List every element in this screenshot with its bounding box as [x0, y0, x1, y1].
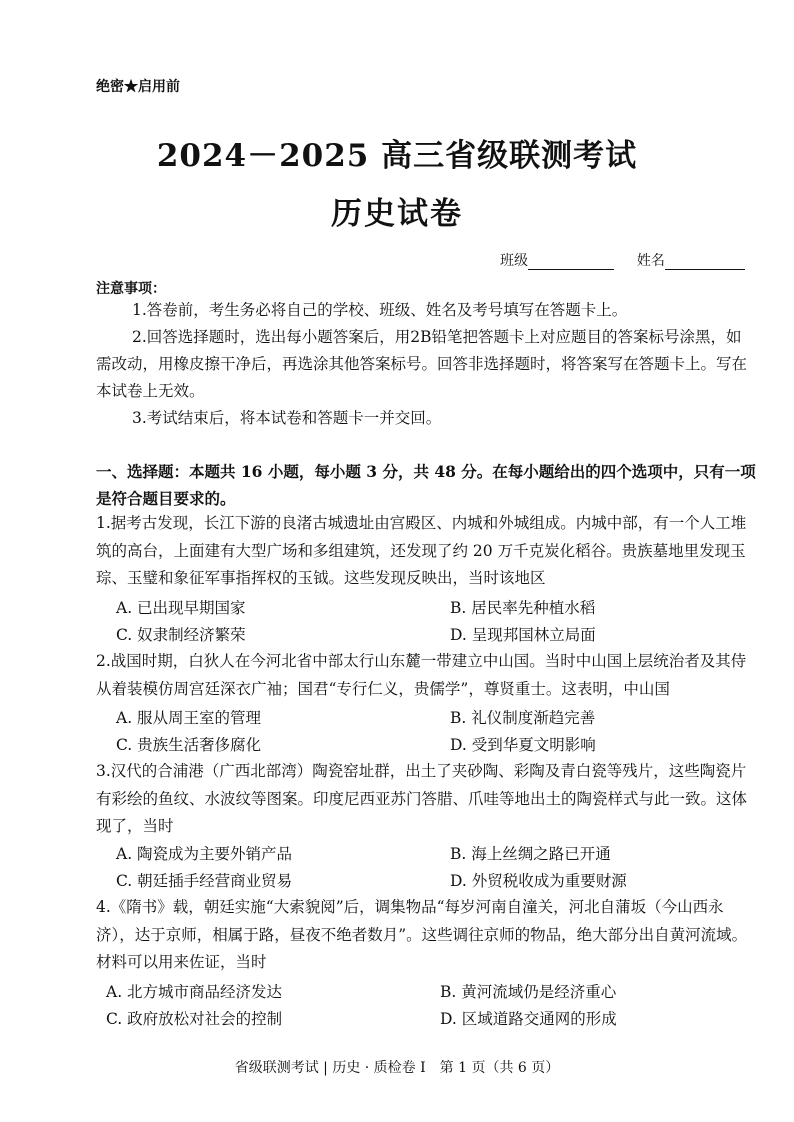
confidential-mark: 绝密★启用前 [96, 79, 180, 95]
q4-option-c: C. 政府放松对社会的控制 [106, 1010, 283, 1028]
q2-option-d: D. 受到华夏文明影响 [450, 736, 596, 754]
notice-heading: 注意事项： [96, 281, 166, 297]
student-info-fields [500, 250, 745, 270]
q1-option-a: A. 已出现早期国家 [116, 599, 246, 617]
notice-item-1: 1.答卷前，考生务必将自己的学校、班级、姓名及考号填写在答题卡上。 [132, 301, 628, 319]
exam-subtitle: 历史试卷 [331, 196, 463, 232]
q1-option-c: C. 奴隶制经济繁荣 [116, 626, 246, 644]
q3-option-c: C. 朝廷插手经营商业贸易 [116, 872, 293, 890]
q3-option-d: D. 外贸税收成为重要财源 [450, 872, 627, 890]
q2-option-c: C. 贵族生活奢侈腐化 [116, 736, 262, 754]
q3-option-a: A. 陶瓷成为主要外销产品 [116, 845, 293, 863]
notice-item-2: 2.回答选择题时，选出每小题答案后，用2B铅笔把答题卡上对应题目的答案标号涂黑，如需改动，用橡皮擦干净后，再选涂其他答案标号。回答非选择题时，将答案写在答题卡上。写在本试卷上无效。 [96, 328, 748, 400]
question-3-stem: 3.汉代的合浦港（广西北部湾）陶瓷窑址群，出土了夹砂陶、彩陶及青白瓷等残片，这些陶瓷片有彩绘的鱼纹、水波纹等图案。印度尼西亚苏门答腊、爪哇等地出土的陶瓷样式与此一致。这体现了，当时 [96, 762, 748, 835]
name-blank [665, 255, 745, 270]
q3-option-b: B. 海上丝绸之路已开通 [450, 845, 611, 863]
q4-option-d: D. 区域道路交通网的形成 [440, 1010, 617, 1028]
q4-option-a: A. 北方城市商品经济发达 [106, 983, 283, 1001]
exam-title: 2024－2025 高三省级联测考试 [156, 138, 638, 174]
q1-option-b: B. 居民率先种植水稻 [450, 599, 596, 617]
class-label: 班级 [500, 253, 528, 269]
q2-option-b: B. 礼仪制度渐趋完善 [450, 709, 596, 727]
q1-option-d: D. 呈现邦国林立局面 [450, 626, 596, 644]
notice-item-3: 3.考试结束后，将本试卷和答题卡一并交回。 [132, 409, 442, 427]
question-2-stem: 2.战国时期，白狄人在今河北省中部太行山东麓一带建立中山国。当时中山国上层统治者及其侍从着装模仿周宫廷深衣广袖；国君“专行仁义，贵儒学”，尊贤重士。这表明，中山国 [96, 652, 747, 698]
page-footer: 省级联测考试 | 历史 · 质检卷 Ⅰ 第 1 页（共 6 页） [234, 1060, 560, 1076]
q2-option-a: A. 服从周王室的管理 [116, 709, 262, 727]
question-4-stem: 4.《隋书》载，朝廷实施“大索貌阅”后，调集物品“每岁河南自潼关，河北自蒲坂（今山西永济），达于京师，相属于路，昼夜不绝者数月”。这些调往京师的物品，绝大部分出自黄河流域。材料可以用来佐证，当时 [96, 898, 748, 971]
question-1-stem: 1.据考古发现，长江下游的良渚古城遗址由宫殿区、内城和外城组成。内城中部，有一个人工堆筑的高台，上面建有大型广场和多组建筑，还发现了约 20 万千克炭化稻谷。贵族墓地里发现玉琮、玉璧和象征军事指挥权的玉钺。这些发现反映出，当时该地区 [96, 514, 747, 587]
q4-option-b: B. 黄河流域仍是经济重心 [440, 983, 617, 1001]
name-label: 姓名 [636, 253, 665, 269]
class-blank [528, 255, 614, 270]
section-heading: 一、选择题：本题共 16 小题，每小题 3 分，共 48 分。在每小题给出的四个选项中，只有一项是符合题目要求的。 [96, 462, 756, 508]
